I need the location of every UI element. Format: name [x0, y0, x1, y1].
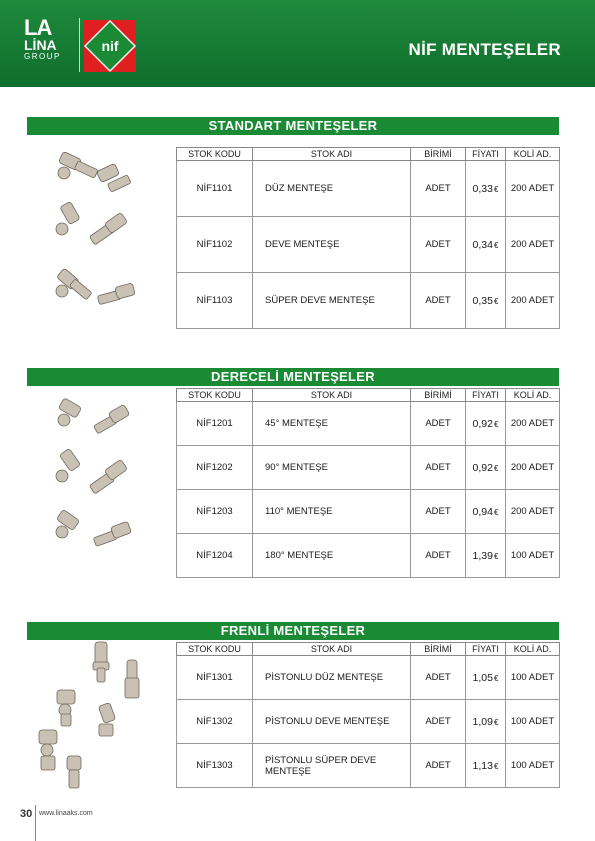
table-row — [177, 534, 560, 578]
stock-name: PİSTONLU DEVE MENTEŞE — [253, 700, 411, 744]
table-row — [177, 402, 560, 446]
stock-name: 180° MENTEŞE — [253, 534, 411, 578]
col-unit-header: BİRİMİ — [411, 148, 466, 161]
hinge-photo-1 — [58, 151, 131, 192]
price — [466, 402, 506, 446]
hinge-photo-4 — [98, 702, 115, 736]
table-header-row — [177, 389, 560, 402]
stock-code: NİF1204 — [177, 534, 253, 578]
stock-name: 90° MENTEŞE — [253, 446, 411, 490]
unit: ADET — [411, 161, 466, 217]
price-value: 0,35 — [472, 294, 493, 307]
hinge-photo-2 — [125, 660, 139, 698]
pack-quantity: 200 ADET — [506, 217, 560, 273]
logo-line-2: LİNA — [24, 37, 57, 53]
stock-name: 45° MENTEŞE — [253, 402, 411, 446]
hinge-photo-1 — [93, 642, 109, 682]
col-unit-header: BİRİMİ — [411, 389, 466, 402]
price-value: 1,13 — [472, 759, 493, 772]
table-row — [177, 490, 560, 534]
currency: € — [493, 551, 499, 561]
price — [466, 700, 506, 744]
frenli-table — [176, 642, 560, 788]
stock-code: NİF1301 — [177, 656, 253, 700]
price — [466, 446, 506, 490]
price — [466, 534, 506, 578]
pack-quantity: 200 ADET — [506, 273, 560, 329]
price — [466, 744, 506, 788]
pack-quantity: 200 ADET — [506, 161, 560, 217]
unit: ADET — [411, 490, 466, 534]
footer-url[interactable]: www.linaaks.com — [39, 810, 93, 817]
price — [466, 490, 506, 534]
col-unit-header: BİRİMİ — [411, 643, 466, 656]
currency: € — [493, 673, 499, 683]
stock-code: NİF1103 — [177, 273, 253, 329]
unit: ADET — [411, 534, 466, 578]
pack-quantity: 100 ADET — [506, 534, 560, 578]
currency: € — [493, 184, 499, 194]
pack-quantity: 100 ADET — [506, 744, 560, 788]
stock-name: DÜZ MENTEŞE — [253, 161, 411, 217]
col-price-header: FİYATI — [466, 389, 506, 402]
table-row — [177, 273, 560, 329]
unit: ADET — [411, 402, 466, 446]
currency: € — [493, 761, 499, 771]
price-value: 0,94 — [472, 505, 493, 518]
col-code-header: STOK KODU — [177, 389, 253, 402]
pack-quantity: 100 ADET — [506, 656, 560, 700]
nif-logo-text: nif — [101, 38, 119, 54]
table-row — [177, 656, 560, 700]
hinge-photo-3 — [57, 690, 75, 726]
col-price-header: FİYATI — [466, 148, 506, 161]
col-pack-header: KOLİ AD. — [506, 148, 560, 161]
unit: ADET — [411, 744, 466, 788]
unit: ADET — [411, 273, 466, 329]
stock-code: NİF1303 — [177, 744, 253, 788]
logo-line-3: GROUP — [24, 52, 61, 61]
section-title-frenli: FRENLİ MENTEŞELER — [27, 622, 559, 640]
stock-code: NİF1202 — [177, 446, 253, 490]
unit: ADET — [411, 700, 466, 744]
price — [466, 161, 506, 217]
table-header-row — [177, 148, 560, 161]
logo-divider — [79, 18, 80, 72]
pack-quantity: 200 ADET — [506, 490, 560, 534]
price — [466, 656, 506, 700]
price-value: 1,09 — [472, 715, 493, 728]
table-row — [177, 217, 560, 273]
table-row — [177, 161, 560, 217]
page-header — [0, 0, 595, 87]
price-value: 0,92 — [472, 417, 493, 430]
hinge-photo-2 — [56, 201, 128, 245]
col-price-header: FİYATI — [466, 643, 506, 656]
col-name-header: STOK ADI — [253, 643, 411, 656]
col-code-header: STOK KODU — [177, 643, 253, 656]
stock-code: NİF1102 — [177, 217, 253, 273]
currency: € — [493, 507, 499, 517]
price-value: 0,34 — [472, 238, 493, 251]
section-title-standart: STANDART MENTEŞELER — [27, 117, 559, 135]
price-value: 1,39 — [472, 549, 493, 562]
hinge-photo-6 — [67, 756, 81, 788]
pack-quantity: 200 ADET — [506, 446, 560, 490]
col-code-header: STOK KODU — [177, 148, 253, 161]
currency: € — [493, 463, 499, 473]
currency: € — [493, 717, 499, 727]
stock-code: NİF1302 — [177, 700, 253, 744]
stock-name: DEVE MENTEŞE — [253, 217, 411, 273]
stock-name: PİSTONLU SÜPER DEVE MENTEŞE — [253, 744, 411, 788]
nif-logo — [84, 20, 136, 72]
price-value: 1,05 — [472, 671, 493, 684]
stock-code: NİF1101 — [177, 161, 253, 217]
logo-line-1: LA — [24, 15, 52, 40]
col-name-header: STOK ADI — [253, 148, 411, 161]
page-title: NİF MENTEŞELER — [408, 40, 561, 59]
currency: € — [493, 296, 499, 306]
page-number: 30 — [20, 808, 33, 820]
section-title-dereceli: DERECELİ MENTEŞELER — [27, 368, 559, 386]
standard-hinge-images — [50, 145, 142, 315]
table-row — [177, 446, 560, 490]
stock-code: NİF1203 — [177, 490, 253, 534]
degree-hinge-images — [50, 396, 142, 556]
col-pack-header: KOLİ AD. — [506, 389, 560, 402]
unit: ADET — [411, 217, 466, 273]
col-name-header: STOK ADI — [253, 389, 411, 402]
footer-divider — [35, 805, 36, 841]
price-value: 0,33 — [472, 182, 493, 195]
hinge-photo-2 — [56, 448, 128, 494]
unit: ADET — [411, 446, 466, 490]
table-row — [177, 744, 560, 788]
hinge-photo-1 — [58, 398, 130, 434]
hinge-photo-3 — [56, 509, 132, 546]
lina-group-logo — [24, 15, 72, 72]
pack-quantity: 200 ADET — [506, 402, 560, 446]
table-header-row — [177, 643, 560, 656]
unit: ADET — [411, 656, 466, 700]
price — [466, 217, 506, 273]
currency: € — [493, 419, 499, 429]
stock-name: PİSTONLU DÜZ MENTEŞE — [253, 656, 411, 700]
dereceli-table — [176, 388, 560, 578]
price — [466, 273, 506, 329]
price-value: 0,92 — [472, 461, 493, 474]
soft-close-hinge-images — [35, 638, 145, 798]
standart-table — [176, 147, 560, 329]
hinge-photo-5 — [39, 730, 57, 770]
hinge-photo-3 — [56, 268, 135, 305]
table-row — [177, 700, 560, 744]
pack-quantity: 100 ADET — [506, 700, 560, 744]
col-pack-header: KOLİ AD. — [506, 643, 560, 656]
stock-name: 110° MENTEŞE — [253, 490, 411, 534]
currency: € — [493, 240, 499, 250]
stock-name: SÜPER DEVE MENTEŞE — [253, 273, 411, 329]
stock-code: NİF1201 — [177, 402, 253, 446]
